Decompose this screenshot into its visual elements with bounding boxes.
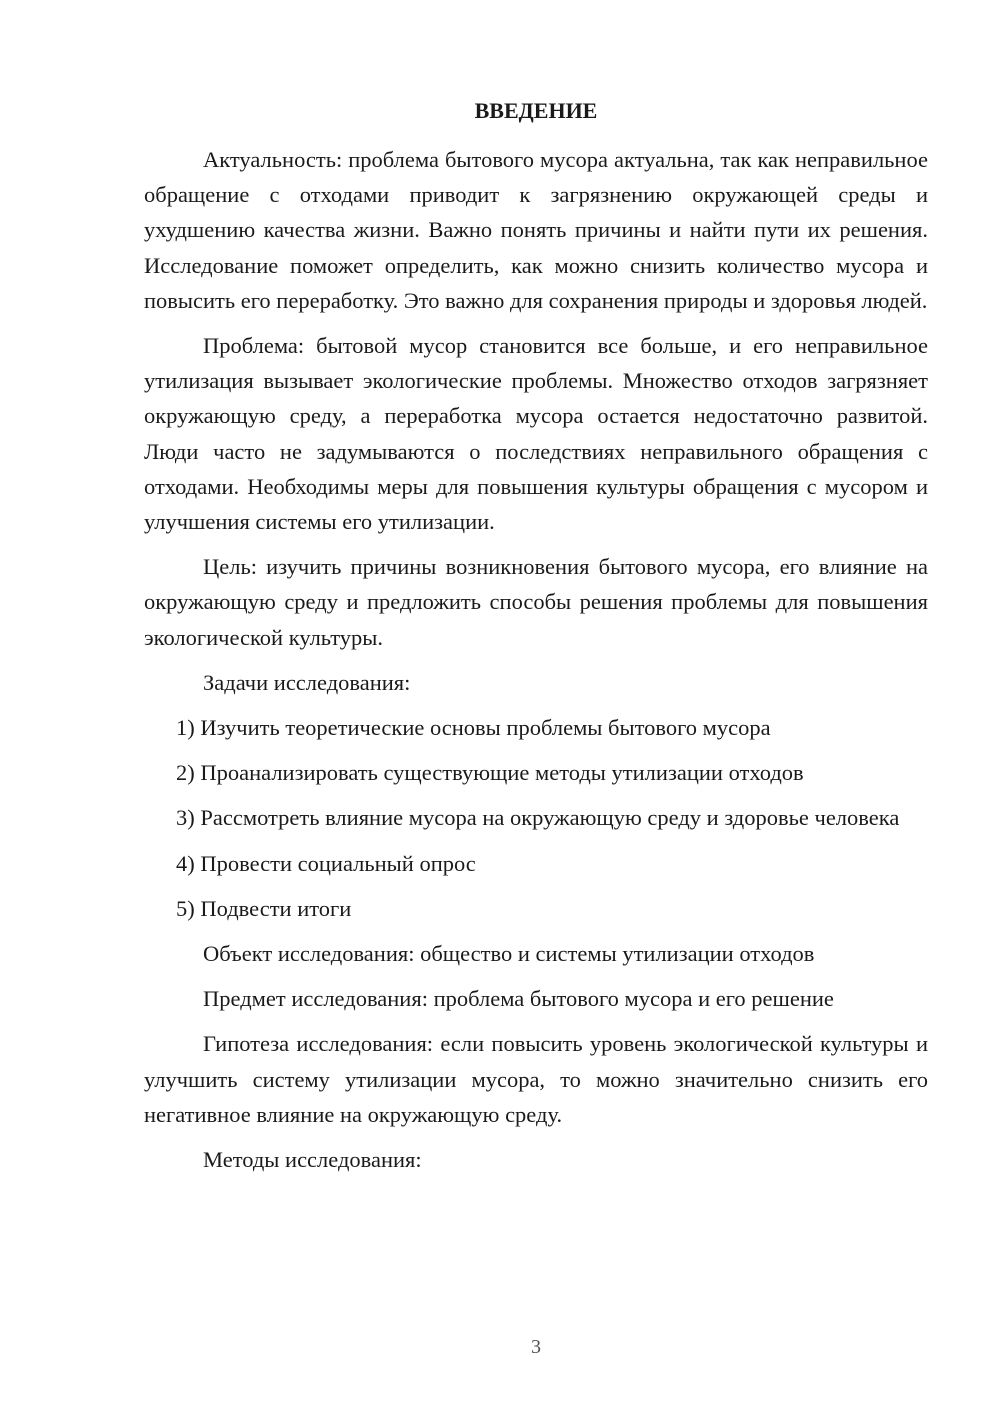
task-item-4: 4) Провести социальный опрос: [176, 850, 476, 876]
task-item-5: 5) Подвести итоги: [176, 895, 352, 921]
methods-title: Методы исследования:: [203, 1147, 422, 1173]
document-body: [144, 142, 928, 1177]
subject-paragraph: Предмет исследования: проблема бытового мусора и его решение: [203, 986, 834, 1012]
hypothesis-paragraph: Гипотеза исследования: если повысить уровень экологической культуры и улучшить систему утилизации мусора, то можно значительно снизить его негативное влияние на окружающую среду.: [144, 1031, 928, 1127]
task-item-2: 2) Проанализировать существующие методы утилизации отходов: [176, 760, 804, 786]
section-heading: ВВЕДЕНИЕ: [474, 98, 598, 123]
tasks-title: Задачи исследования:: [203, 669, 411, 695]
page-number: 3: [531, 1336, 541, 1358]
object-paragraph: Объект исследования: общество и системы утилизации отходов: [203, 941, 815, 967]
task-item-3: 3) Рассмотреть влияние мусора на окружающую среду и здоровье человека: [176, 805, 900, 831]
goal-paragraph: Цель: изучить причины возникновения бытового мусора, его влияние на окружающую среду и предложить способы решения проблемы для повышения экологической культуры.: [144, 554, 928, 650]
task-item-1: 1) Изучить теоретические основы проблемы бытового мусора: [176, 715, 771, 741]
problem-paragraph: Проблема: бытовой мусор становится все больше, и его неправильное утилизация вызывает экологические проблемы. Множество отходов загрязняет окружающую среду, а переработка мусора остается недостаточно развитой. Люди часто не задумываются о последствиях неправильного обращения с отходами. Необходимы меры для повышения культуры обращения с мусором и улучшения системы его утилизации.: [144, 333, 928, 535]
relevance-paragraph: Актуальность: проблема бытового мусора актуальна, так как неправильное обращение с отходами приводит к загрязнению окружающей среды и ухудшению качества жизни. Важно понять причины и найти пути их решения. Исследование поможет определить, как можно снизить количество мусора и повысить его переработку. Это важно для сохранения природы и здоровья людей.: [144, 147, 928, 313]
